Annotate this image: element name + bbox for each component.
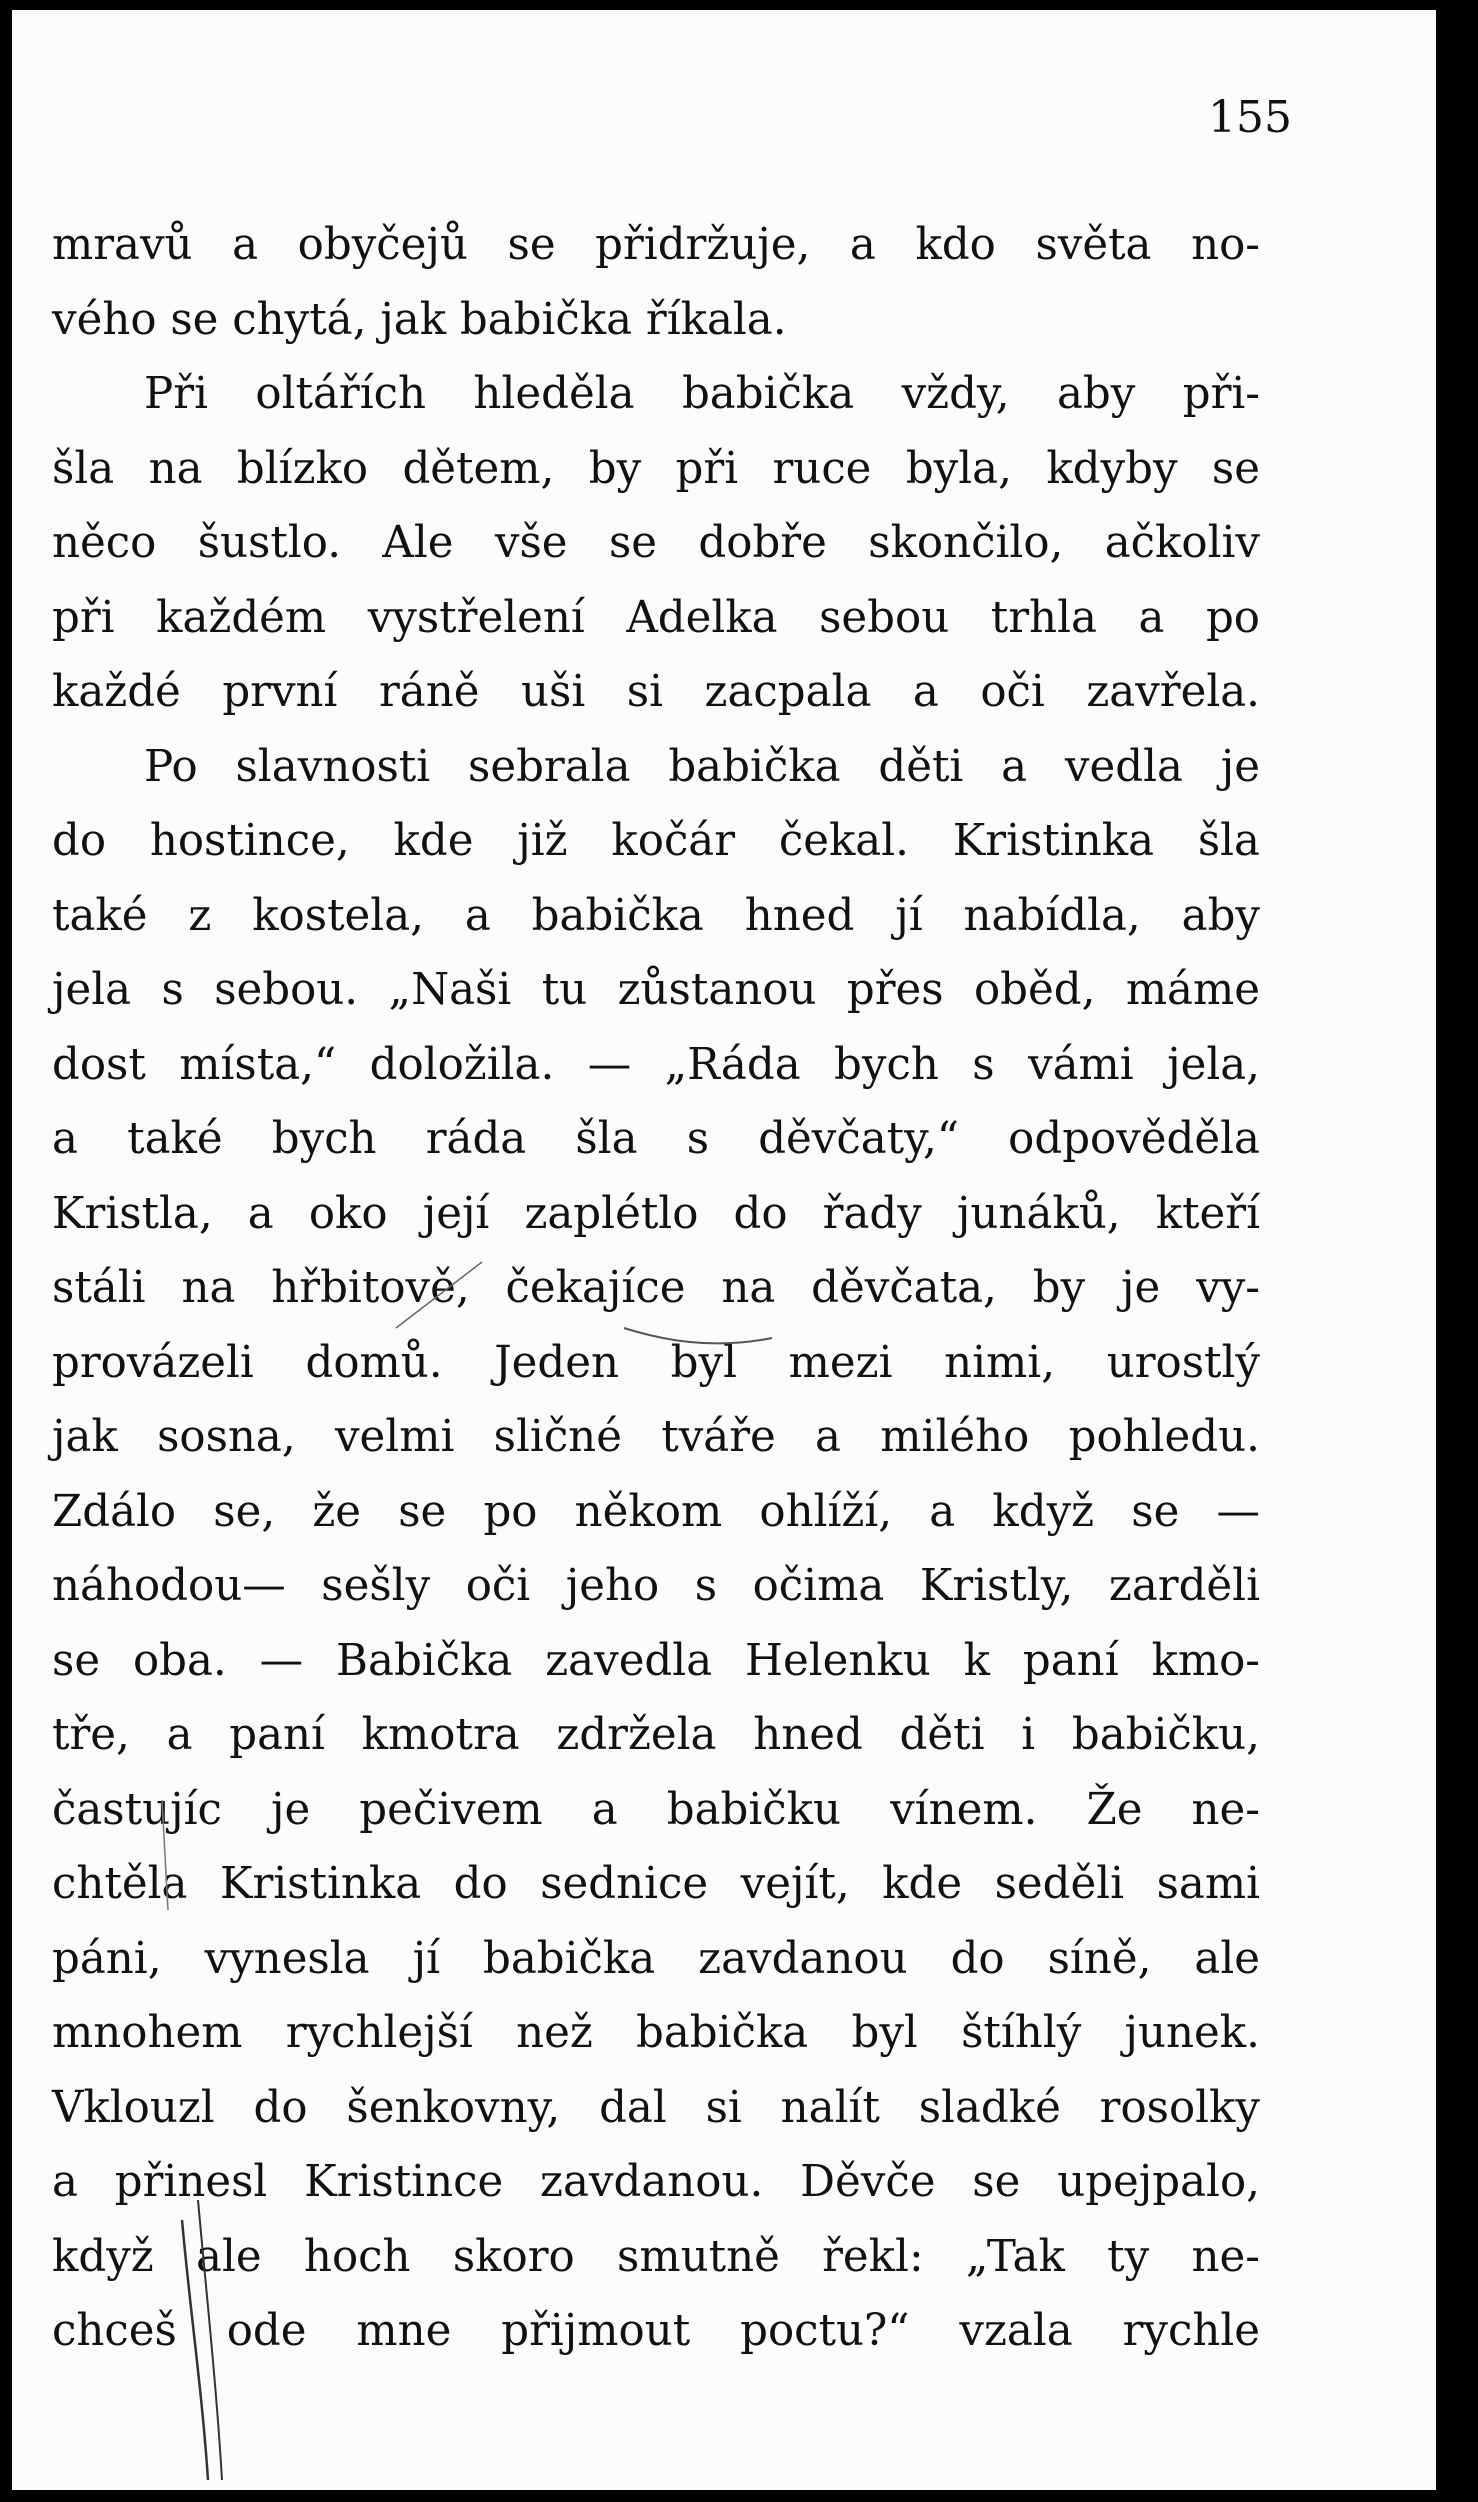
text-line-29: chceš ode mne přijmout poctu?“ vzala rychle bbox=[52, 2306, 1260, 2356]
text-line-2: vého se chytá, jak babička říkala. bbox=[52, 294, 787, 345]
text-line-16: provázeli domů. Jeden byl mezi nimi, urostlý bbox=[52, 1337, 1260, 1388]
text-line-3: Při oltářích hleděla babička vždy, aby při- bbox=[144, 369, 1260, 419]
text-line-26: Vklouzl do šenkovny, dal si nalít sladké rosolky bbox=[52, 2082, 1260, 2133]
text-line-25: mnohem rychlejší než babička byl štíhlý junek. bbox=[52, 2008, 1260, 2058]
text-line-5: něco šustlo. Ale vše se dobře skončilo, ačkoliv bbox=[52, 518, 1260, 568]
text-line-18: Zdálo se, že se po někom ohlíží, a když se — bbox=[52, 1486, 1260, 1537]
text-line-19: náhodou— sešly oči jeho s očima Kristly, zarděli bbox=[52, 1561, 1260, 1611]
text-line-27: a přinesl Kristince zavdanou. Děvče se upejpalo, bbox=[52, 2157, 1260, 2207]
text-line-13: a také bych ráda šla s děvčaty,“ odpověděla bbox=[52, 1114, 1260, 1164]
text-line-14: Kristla, a oko její zaplétlo do řady junáků, kteří bbox=[52, 1188, 1260, 1239]
book-page bbox=[12, 10, 1436, 2490]
page-number: 155 bbox=[1208, 92, 1292, 143]
text-line-23: chtěla Kristinka do sednice vejít, kde seděli sami bbox=[52, 1859, 1260, 1909]
text-line-4: šla na blízko dětem, by při ruce byla, kdyby se bbox=[52, 443, 1260, 494]
text-line-28: když ale hoch skoro smutně řekl: „Tak ty ne- bbox=[52, 2231, 1260, 2282]
text-line-10: také z kostela, a babička hned jí nabídla, aby bbox=[52, 890, 1260, 941]
text-line-21: tře, a paní kmotra zdržela hned děti i babičku, bbox=[52, 1710, 1260, 1760]
text-line-11: jela s sebou. „Naši tu zůstanou přes oběd, máme bbox=[52, 965, 1260, 1015]
text-line-8: Po slavnosti sebrala babička děti a vedla je bbox=[144, 741, 1260, 792]
text-line-9: do hostince, kde již kočár čekal. Kristinka šla bbox=[52, 816, 1260, 866]
text-line-15: stáli na hřbitově, čekajíce na děvčata, by je vy- bbox=[52, 1263, 1260, 1313]
text-line-7: každé první ráně uši si zacpala a oči zavřela. bbox=[52, 667, 1260, 717]
text-line-24: páni, vynesla jí babička zavdanou do síně, ale bbox=[52, 1933, 1260, 1984]
text-line-1: mravů a obyčejů se přidržuje, a kdo světa no- bbox=[52, 220, 1260, 270]
body-text bbox=[52, 208, 1260, 2369]
text-line-6: při každém vystřelení Adelka sebou trhla a po bbox=[52, 592, 1260, 643]
text-line-17: jak sosna, velmi sličné tváře a milého pohledu. bbox=[52, 1412, 1260, 1462]
text-line-12: dost místa,“ doložila. — „Ráda bych s vámi jela, bbox=[52, 1039, 1260, 1090]
text-line-20: se oba. — Babička zavedla Helenku k paní kmo- bbox=[52, 1635, 1260, 1686]
text-line-22: častujíc je pečivem a babičku vínem. Že ne- bbox=[52, 1784, 1260, 1835]
